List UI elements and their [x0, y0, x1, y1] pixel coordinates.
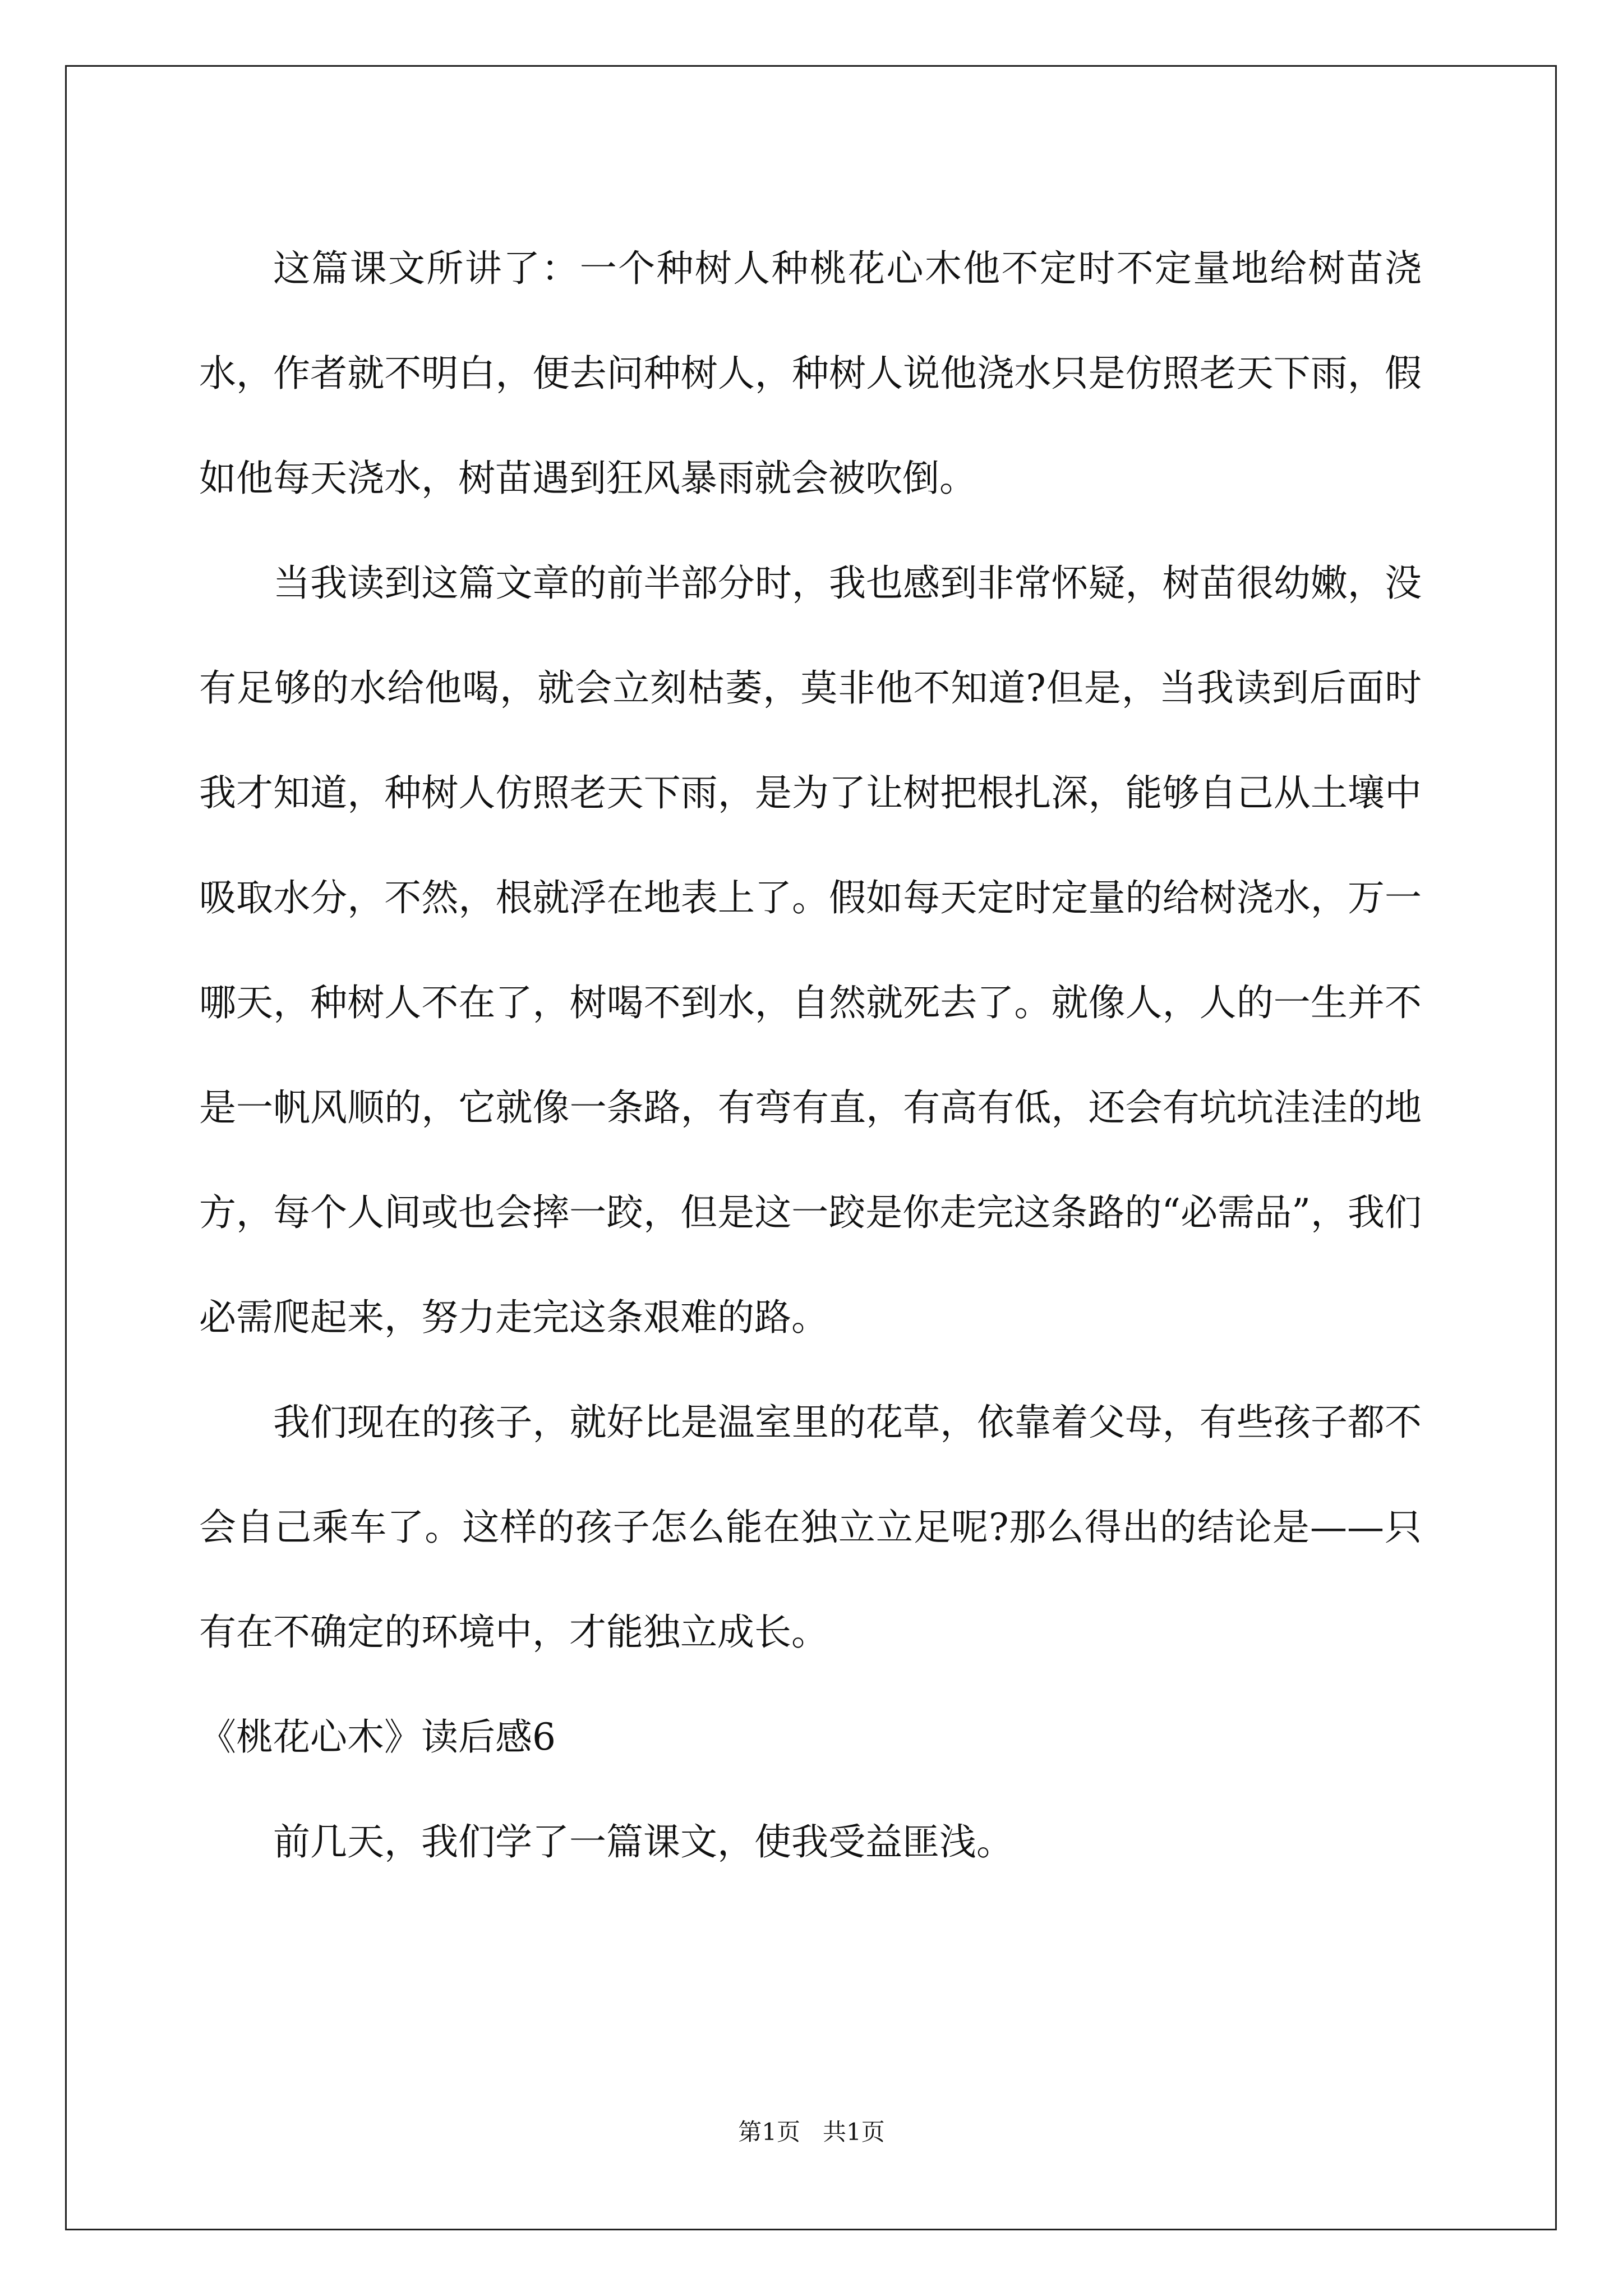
paragraph-1: 这篇课文所讲了：一个种树人种桃花心木他不定时不定量地给树苗浇水，作者就不明白，便去问种树人，种树人说他浇水只是仿照老天下雨，假如他每天浇水，树苗遇到狂风暴雨就会被吹倒。 [199, 247, 1422, 500]
paragraph-4: 前几天，我们学了一篇课文，使我受益匪浅。 [273, 1820, 1013, 1864]
section-heading: 《桃花心木》读后感6 [199, 1715, 556, 1759]
paragraph-3: 我们现在的孩子，就好比是温室里的花草，依靠着父母，有些孩子都不会自己乘车了。这样的孩子怎么能在独立立足呢?那么得出的结论是——只有在不确定的环境中，才能独立成长。 [199, 1401, 1422, 1654]
page-footer: 第1页 共1页 [738, 2118, 885, 2146]
document-body [199, 216, 1422, 1894]
paragraph-2: 当我读到这篇文章的前半部分时，我也感到非常怀疑，树苗很幼嫩，没有足够的水给他喝，就会立刻枯萎，莫非他不知道?但是，当我读到后面时我才知道，种树人仿照老天下雨，是为了让树把根扎深，能够自己从土壤中吸取水分，不然，根就浮在地表上了。假如每天定时定量的给树浇水，万一哪天，种树人不在了，树喝不到水，自然就死去了。就像人，人的一生并不是一帆风顺的，它就像一条路，有弯有直，有高有低，还会有坑坑洼洼的地方，每个人间或也会摔一跤，但是这一跤是你走完这条路的“必需品”，我们必需爬起来，努力走完这条艰难的路。 [199, 562, 1422, 1339]
